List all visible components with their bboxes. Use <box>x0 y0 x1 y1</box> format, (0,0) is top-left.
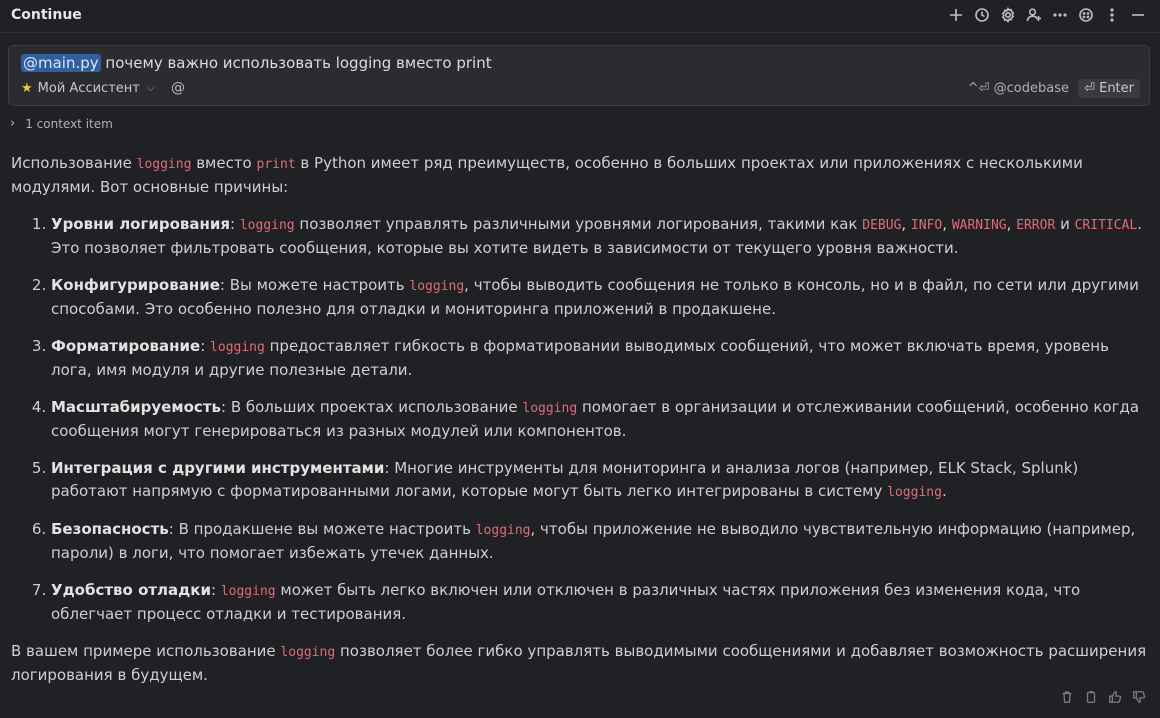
thumbs-up-icon[interactable] <box>1108 690 1124 706</box>
add-user-icon[interactable] <box>1025 5 1042 25</box>
toolbar-icons <box>947 5 1146 25</box>
list-item: 3. Форматирование: logging предоставляет гибкость в форматировании выводимых сообщений, что может включать время, уровень лога, имя модуля и другие полезные детали. <box>51 335 1149 382</box>
more-vertical-icon[interactable] <box>1103 5 1120 25</box>
answer-intro: Использование logging вместо print в Python имеет ряд преимуществ, особенно в больших проектах или приложениях с несколькими модулями. Вот основные причины: <box>11 154 1083 196</box>
emoji-icon[interactable] <box>1077 5 1094 25</box>
trash-icon[interactable] <box>1060 690 1076 706</box>
app-title: Continue <box>11 7 82 23</box>
chevron-right-icon: › <box>10 116 16 131</box>
assistant-selector[interactable] <box>21 81 154 96</box>
query-text[interactable] <box>21 54 492 72</box>
at-mention-button[interactable]: @ <box>171 80 185 96</box>
list-item: 1. Уровни логирования: logging позволяет управлять различными уровнями логирования, такими как DEBUG, INFO, WARNING, ERROR и CRITICAL. Это позволяет фильтровать сообщения, которые вы хотите видеть в зависимости от текущего уровня важности. <box>51 213 1149 260</box>
minimize-icon[interactable] <box>1129 5 1146 25</box>
thumbs-down-icon[interactable] <box>1132 690 1148 706</box>
file-mention[interactable]: @main.py <box>23 54 99 72</box>
query-body: почему важно использовать logging вместо print <box>100 54 492 72</box>
enter-button[interactable]: ⏎ Enter <box>1078 79 1140 98</box>
copy-icon[interactable] <box>1084 690 1100 706</box>
title-bar <box>0 0 1160 33</box>
context-label: 1 context item <box>25 116 113 131</box>
context-toggle[interactable] <box>10 116 113 131</box>
assistant-label: Мой Ассистент <box>37 81 140 96</box>
reasons-list <box>11 213 1149 626</box>
list-item: 7. Удобство отладки: logging может быть легко включен или отключен в различных частях приложения без изменения кода, что облегчает процесс отладки и тестирования. <box>51 579 1149 626</box>
plus-icon[interactable] <box>947 5 964 25</box>
list-item: 4. Масштабируемость: В больших проектах использование logging помогает в организации и отслеживании сообщений, особенно когда сообщения могут генерироваться из разных модулей или компонентов. <box>51 396 1149 443</box>
more-horizontal-icon[interactable] <box>1051 5 1068 25</box>
message-actions <box>1060 690 1148 706</box>
chevron-down-icon: ⌵ <box>146 83 155 94</box>
answer-conclusion: В вашем примере использование logging позволяет более гибко управлять выводимыми сообщениями и добавляет возможность расширения логирования в будущем. <box>11 642 1147 684</box>
gear-icon[interactable] <box>999 5 1016 25</box>
codebase-shortcut[interactable]: ^⏎ @codebase <box>967 81 1069 96</box>
chat-input[interactable] <box>8 45 1150 106</box>
assistant-answer <box>11 152 1149 687</box>
list-item: 2. Конфигурирование: Вы можете настроить logging, чтобы выводить сообщения не только в консоль, но и в файл, по сети или другими способами. Это особенно полезно для отладки и мониторинга приложений в продакшене. <box>51 274 1149 321</box>
list-item: 6. Безопасность: В продакшене вы можете настроить logging, чтобы приложение не выводило чувствительную информацию (например, пароли) в логи, что помогает избежать утечек данных. <box>51 518 1149 565</box>
history-icon[interactable] <box>973 5 990 25</box>
list-item: 5. Интеграция с другими инструментами: Многие инструменты для мониторинга и анализа логов (например, ELK Stack, Splunk) работают напрямую с форматированными логами, которые могут быть легко интегрированы в систему logging. <box>51 457 1149 504</box>
star-icon: ★ <box>21 81 33 96</box>
